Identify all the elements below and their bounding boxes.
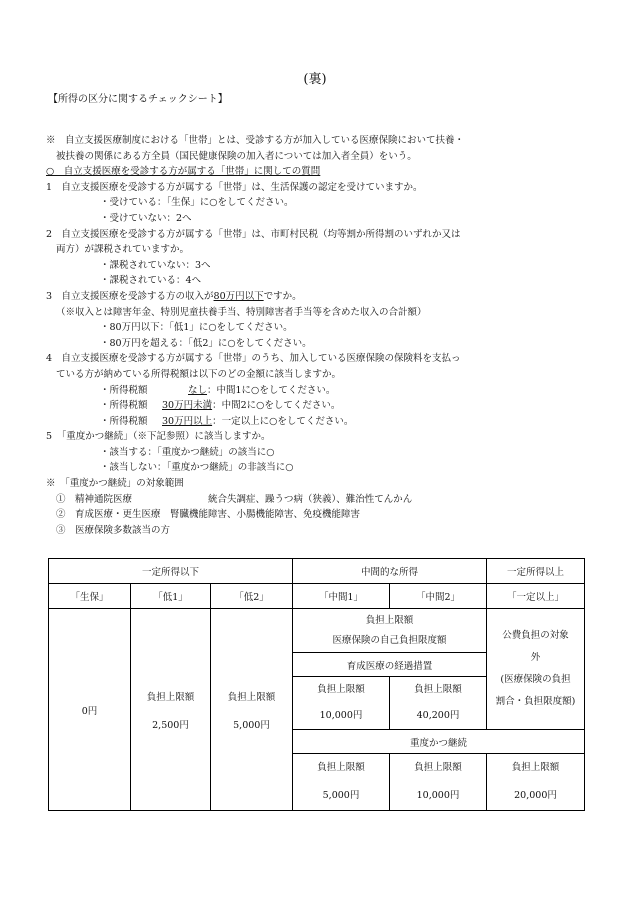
question-3 xyxy=(46,289,596,305)
question-list xyxy=(46,133,596,538)
scope-item-1 xyxy=(46,492,596,508)
middle-limit-line-1: 負担上限額 xyxy=(365,614,414,626)
question-4-b-text: ：中間2に○をしてください。 xyxy=(212,400,341,412)
column-low1: 「低1」 xyxy=(131,584,211,609)
middle-limit-line-2: 医療保険の自己負担限度額 xyxy=(332,634,447,646)
column-seiho: 「生保」 xyxy=(49,584,131,609)
ikusei-mid2-label: 負担上限額 xyxy=(414,684,462,695)
low2-limit-label: 負担上限額 xyxy=(227,691,276,703)
question-2-answer-b: ・課税されている：4へ xyxy=(100,275,202,287)
low1-amount: 2,500円 xyxy=(152,719,189,731)
juudo-high-cell xyxy=(487,754,585,811)
high-line-4: 割合・負担限度額) xyxy=(495,696,576,707)
juudo-mid1-cell xyxy=(293,754,390,811)
group-middle-income: 中間的な所得 xyxy=(293,559,487,584)
high-line-2: 外 xyxy=(530,652,541,663)
scope-item-2: ② 育成医療・更生医療 腎臓機能障害、小腸機能障害、免疫機能障害 xyxy=(56,509,361,521)
question-4-a-label: ・所得税額 xyxy=(100,384,148,396)
question-3-post: ですか。 xyxy=(263,290,302,302)
scope-heading: ※ 「重度かつ継続」の対象範囲 xyxy=(46,478,184,490)
question-5-answer-b: ・該当しない：「重度かつ継続」の非該当に○ xyxy=(100,462,294,474)
question-3-answer-b: ・80万円を超える：「低2」に○をしてください。 xyxy=(100,337,312,349)
section-heading: ○ 自立支援医療を受診する方が属する「世帯」に関しての質問 xyxy=(46,166,321,178)
group-high-income: 一定所得以上 xyxy=(487,559,585,584)
sheet-subtitle: 【所得の区分に関するチェックシート】 xyxy=(48,94,228,105)
seiho-amount-cell: 0円 xyxy=(49,609,131,811)
low2-amount: 5,000円 xyxy=(233,719,270,731)
juudo-mid2-label: 負担上限額 xyxy=(414,762,462,773)
group-low-income: 一定所得以下 xyxy=(49,559,293,584)
ikusei-mid1-cell xyxy=(293,677,390,730)
note-line-2: 被扶養の関係にある方全員（国民健康保険の加入者については加入者全員）をいう。 xyxy=(56,150,417,162)
scope-item-3: ③ 医療保険多数該当の方 xyxy=(56,524,171,536)
scope-item-1-text: 統合失調症、躁うつ病（狭義）、難治性てんかん xyxy=(208,493,413,505)
ikusei-mid2-amount: 40,200円 xyxy=(416,710,460,721)
question-4-c-label: ・所得税額 xyxy=(100,415,148,427)
high-line-3: (医療保険の負担 xyxy=(500,674,571,685)
page-title: (裏) xyxy=(303,72,327,87)
income-category-table xyxy=(48,558,585,811)
ikusei-mid1-amount: 10,000円 xyxy=(319,710,363,721)
question-4-c-amount: 30万円以上 xyxy=(162,415,213,427)
question-4-answer-a xyxy=(46,383,596,399)
column-mid1: 「中間1」 xyxy=(293,584,390,609)
middle-limit-cell xyxy=(293,609,487,653)
question-4-answer-c xyxy=(46,414,596,430)
juudo-mid1-label: 負担上限額 xyxy=(317,762,365,773)
juudo-heading: 重度かつ継続 xyxy=(293,730,585,754)
question-4-c-text: ：一定以上に○をしてください。 xyxy=(212,415,354,427)
question-4-line-2: ている方が納めている所得税額は以下のどの金額に該当しますか。 xyxy=(56,368,342,380)
column-high: 「一定以上」 xyxy=(487,584,585,609)
ikusei-heading: 育成医療の経過措置 xyxy=(293,653,487,677)
column-mid2: 「中間2」 xyxy=(390,584,487,609)
question-2-line-2: 両方）が課税されていますか。 xyxy=(56,244,190,256)
question-4-line-1: 4 自立支援医療を受診する方が属する「世帯」のうち、加入している医療保険の保険料を支払っ xyxy=(46,353,461,365)
question-4-a-amount: なし xyxy=(188,384,208,396)
low1-limit-label: 負担上限額 xyxy=(146,691,195,703)
scope-item-1-label: ① 精神通院医療 xyxy=(56,493,133,505)
question-1-answer-b: ・受けていない：2へ xyxy=(100,212,192,224)
juudo-mid2-amount: 10,000円 xyxy=(416,790,460,801)
question-4-a-text: ：中間1に○をしてください。 xyxy=(207,384,336,396)
juudo-high-amount: 20,000円 xyxy=(514,790,557,801)
low2-limit-cell xyxy=(211,609,293,811)
question-2-line-1: 2 自立支援医療を受診する方が属する「世帯」は、市町村民税（均等割か所得割のいずれか又は xyxy=(46,228,461,240)
question-1-answer-a: ・受けている：「生保」に○をしてください。 xyxy=(100,197,294,209)
high-exempt-cell xyxy=(487,609,585,730)
question-4-answer-b xyxy=(46,398,596,414)
question-3-pre: 3 自立支援医療を受診する方の収入が xyxy=(46,290,214,302)
question-4-b-amount: 30万円未満 xyxy=(162,400,213,412)
question-3-answer-a: ・80万円以下：「低1」に○をしてください。 xyxy=(100,322,293,334)
question-3-threshold: 80万円以下 xyxy=(213,290,264,302)
question-4-b-label: ・所得税額 xyxy=(100,400,148,412)
juudo-high-label: 負担上限額 xyxy=(511,762,560,773)
ikusei-mid2-cell xyxy=(390,677,487,730)
juudo-mid2-cell xyxy=(390,754,487,811)
note-line-1: ※ 自立支援医療制度における「世帯」とは、受診する方が加入している医療保険において扶養・ xyxy=(46,135,465,146)
juudo-mid1-amount: 5,000円 xyxy=(322,790,360,801)
high-line-1: 公費負担の対象 xyxy=(502,630,569,641)
question-3-note: （※収入とは障害年金、特別児童扶養手当、特別障害者手当等を含めた収入の合計額） xyxy=(56,306,427,318)
question-5: 5 「重度かつ継続」（※下記参照）に該当しますか。 xyxy=(46,431,271,443)
question-5-answer-a: ・該当する：「重度かつ継続」の該当に○ xyxy=(100,446,275,458)
question-2-answer-a: ・課税されていない：3へ xyxy=(100,259,211,271)
question-1: 1 自立支援医療を受診する方が属する「世帯」は、生活保護の認定を受けていますか。 xyxy=(46,181,423,193)
column-low2: 「低2」 xyxy=(211,584,293,609)
ikusei-mid1-label: 負担上限額 xyxy=(317,684,365,695)
low1-limit-cell xyxy=(131,609,211,811)
